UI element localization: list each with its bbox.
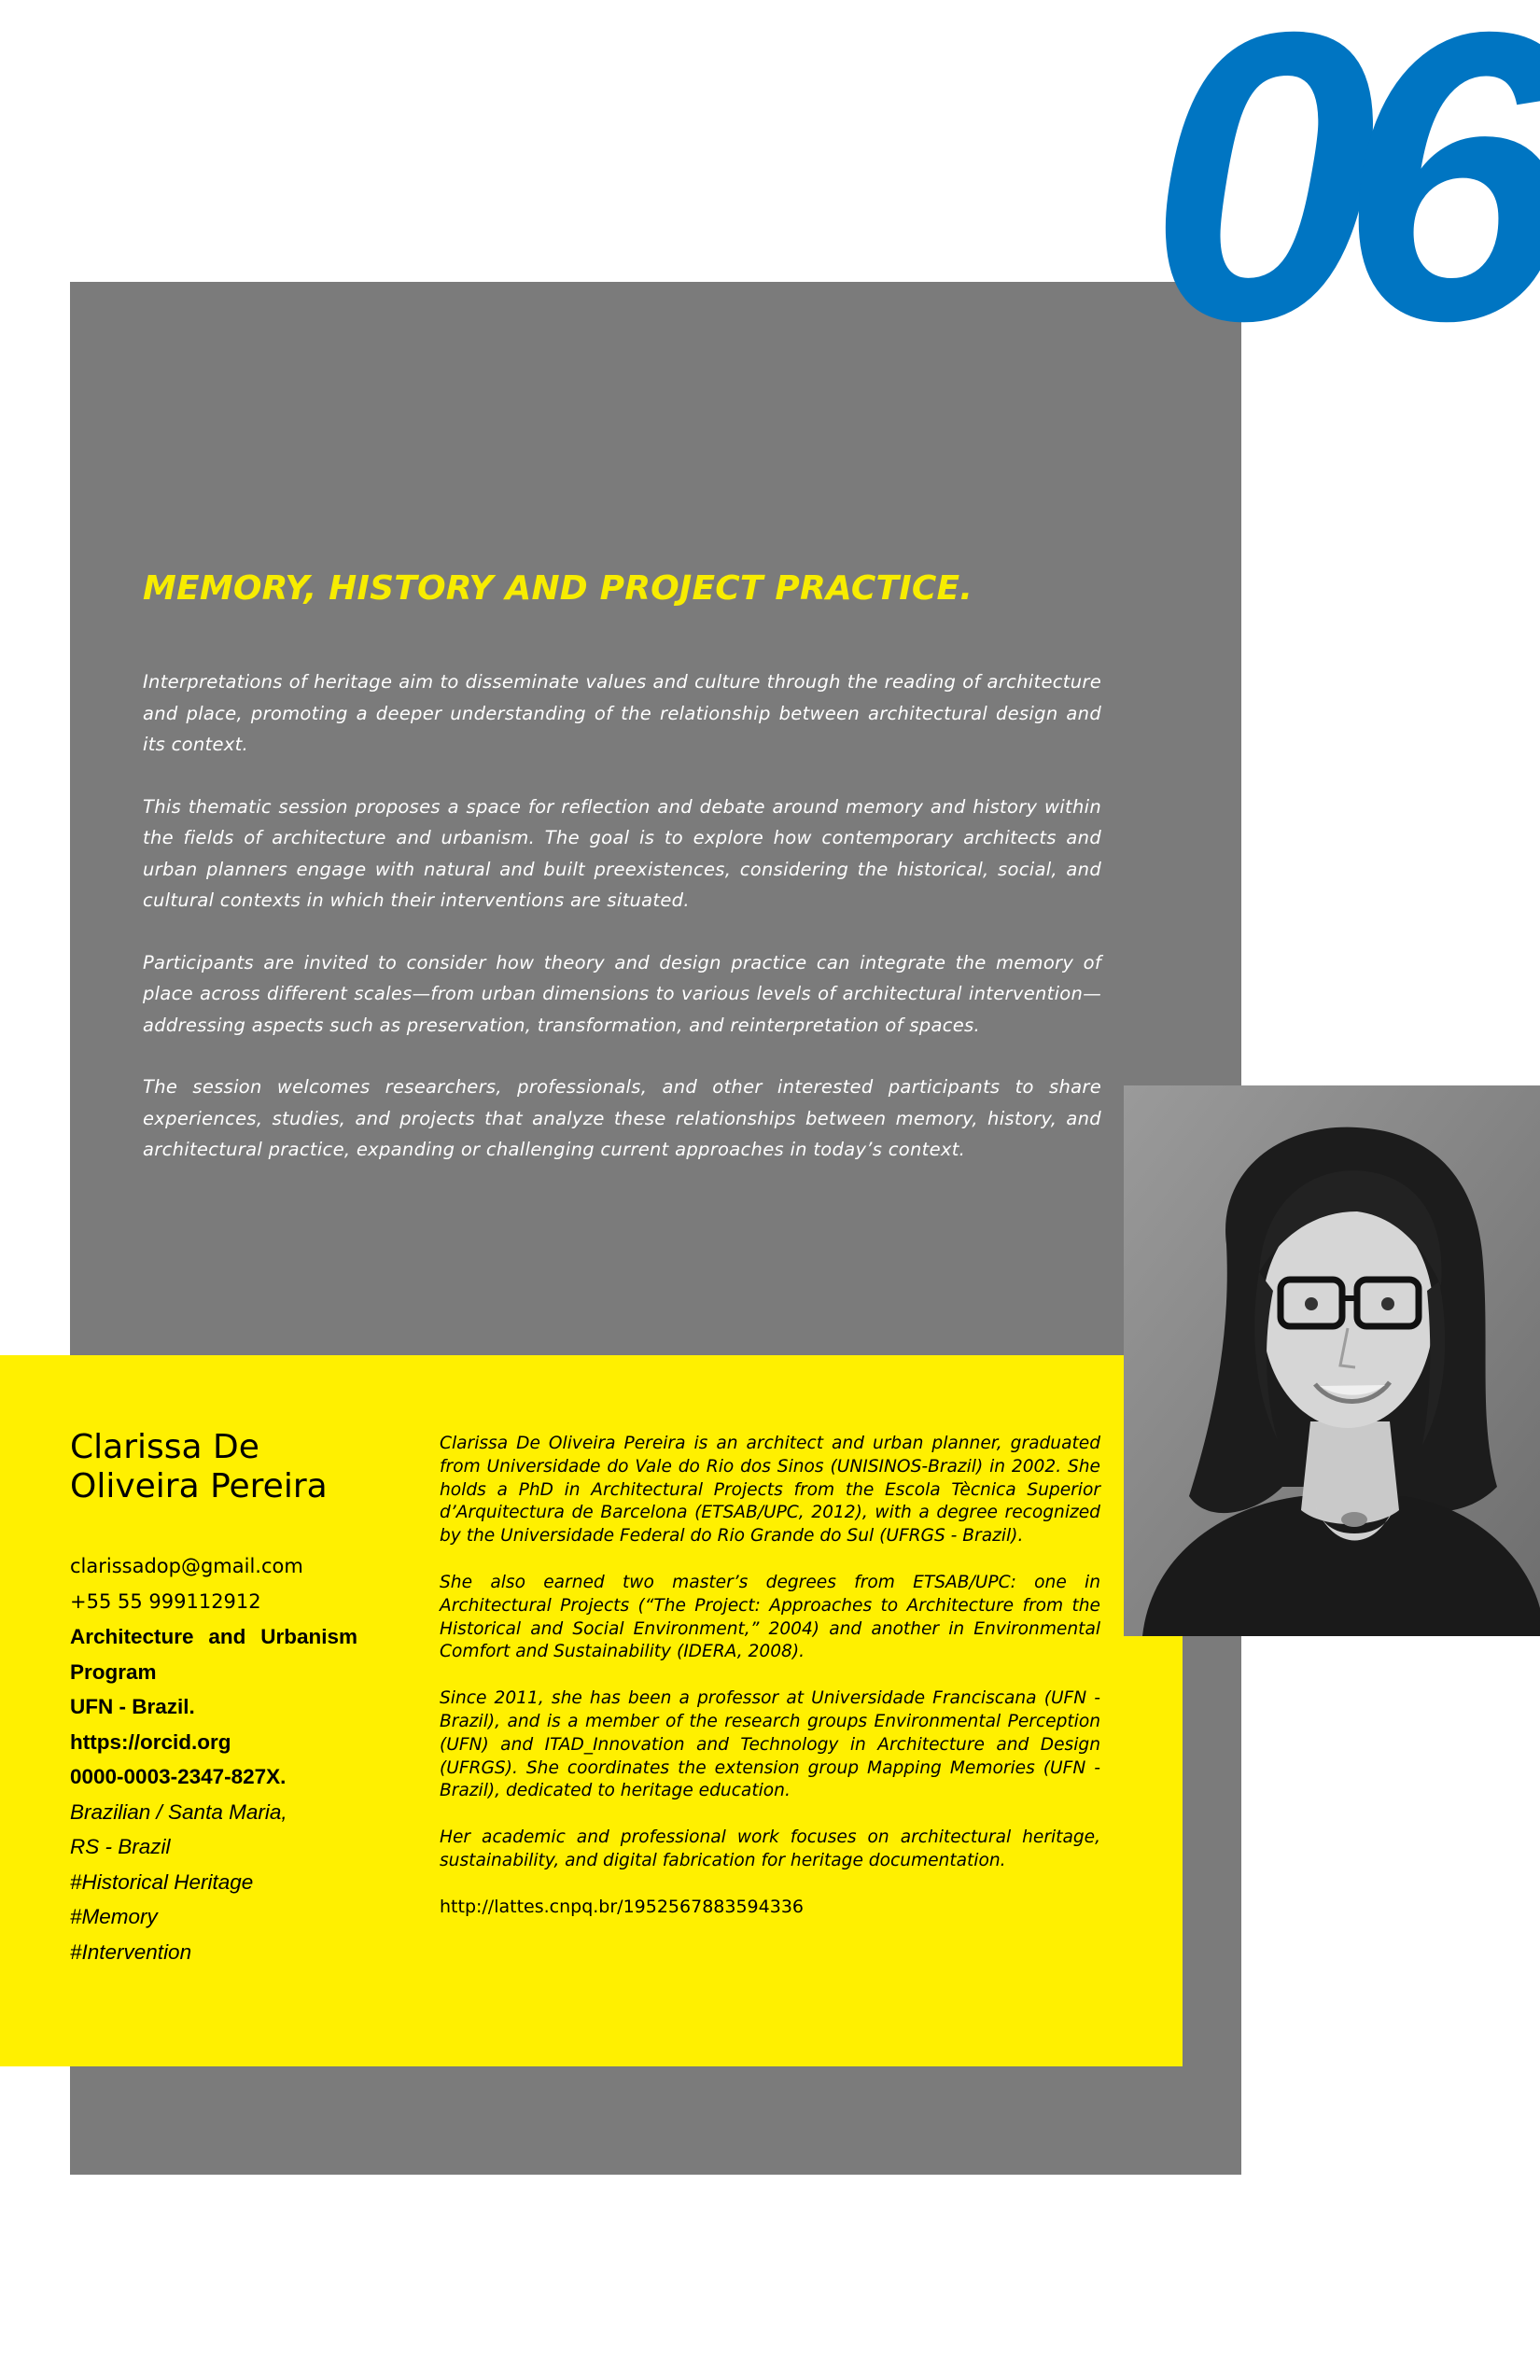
author-institution: UFN - Brazil.: [70, 1695, 195, 1718]
lattes-link[interactable]: http://lattes.cnpq.br/1952567883594336: [440, 1896, 804, 1917]
session-number: 06: [1148, 0, 1531, 406]
session-description: [143, 666, 1101, 1197]
author-program: Architecture and Urbanism Program: [70, 1625, 357, 1684]
author-bio: [440, 1433, 1100, 1917]
tag-memory: #Memory: [70, 1905, 158, 1928]
session-paragraph: The session welcomes researchers, professionals, and other interested participants to share experiences, studies, and projects that analyze these relationships between memory, history, and architectural practice, expanding or challenging current approaches in today’s context.: [143, 1076, 1101, 1160]
session-paragraph: Interpretations of heritage aim to disseminate values and culture through the reading of architecture and place, promoting a deeper understanding of the relationship between architectural design and its context.: [143, 671, 1101, 755]
session-paragraph: Participants are invited to consider how theory and design practice can integrate the memory of place across different scales—from urban dimensions to various levels of architectural intervention—addressing aspects such as preservation, transformation, and reinterpretation of spaces.: [143, 951, 1101, 1036]
tag-historical-heritage: #Historical Heritage: [70, 1869, 254, 1894]
session-title: MEMORY, HISTORY AND PROJECT PRACTICE.: [143, 569, 973, 608]
author-phone: +55 55 999112912: [70, 1589, 261, 1613]
author-location: Brazilian / Santa Maria,: [70, 1799, 287, 1824]
bio-paragraph: Since 2011, she has been a professor at Universidade Franciscana (UFN - Brazil), and is a member of the research groups Environmental Perception (UFN) and ITAD_Innovation and Technology in Architecture and Design (UFRGS). She coordinates the extension group Mapping Memories (UFN - Brazil), dedicated to heritage education.: [440, 1688, 1100, 1801]
orcid-link[interactable]: https://orcid.org: [70, 1729, 231, 1754]
orcid-id: 0000-0003-2347-827X.: [70, 1765, 287, 1788]
author-email[interactable]: clarissadop@gmail.com: [70, 1555, 303, 1577]
author-contact: [70, 1549, 357, 1969]
author-photo: [1124, 1085, 1540, 1636]
bio-paragraph: Her academic and professional work focuses on architectural heritage, sustainability, and digital fabrication for heritage documentation.: [440, 1827, 1100, 1870]
bio-paragraph: Clarissa De Oliveira Pereira is an architect and urban planner, graduated from Universidade do Vale do Rio dos Sinos (UNISINOS-Brazil) in 2002. She holds a PhD in Architectural Projects from the Escola Tècnica Superior d’Arquitectura de Barcelona (ETSAB/UPC, 2012), with a degree recognized by the Universidade Federal do Rio Grande do Sul (UFRGS - Brazil).: [440, 1434, 1100, 1547]
session-paragraph: This thematic session proposes a space for reflection and debate around memory and history within the fields of architecture and urbanism. The goal is to explore how contemporary architects and urban planners engage with natural and built preexistences, considering the historical, social, and cultural contexts in which their interventions are situated.: [143, 795, 1101, 911]
tag-intervention: #Intervention: [70, 1939, 192, 1964]
author-name: Clarissa De Oliveira Pereira: [70, 1428, 328, 1505]
page-edge-strip: [0, 1085, 5, 1355]
author-location: RS - Brazil: [70, 1835, 171, 1858]
bio-paragraph: She also earned two master’s degrees from ETSAB/UPC: one in Architectural Projects (“The Project: Approaches to Architecture from the Historical and Social Environment,” 2004) and another in Environmental Comfort and Sustainability (IDERA, 2008).: [440, 1572, 1100, 1662]
